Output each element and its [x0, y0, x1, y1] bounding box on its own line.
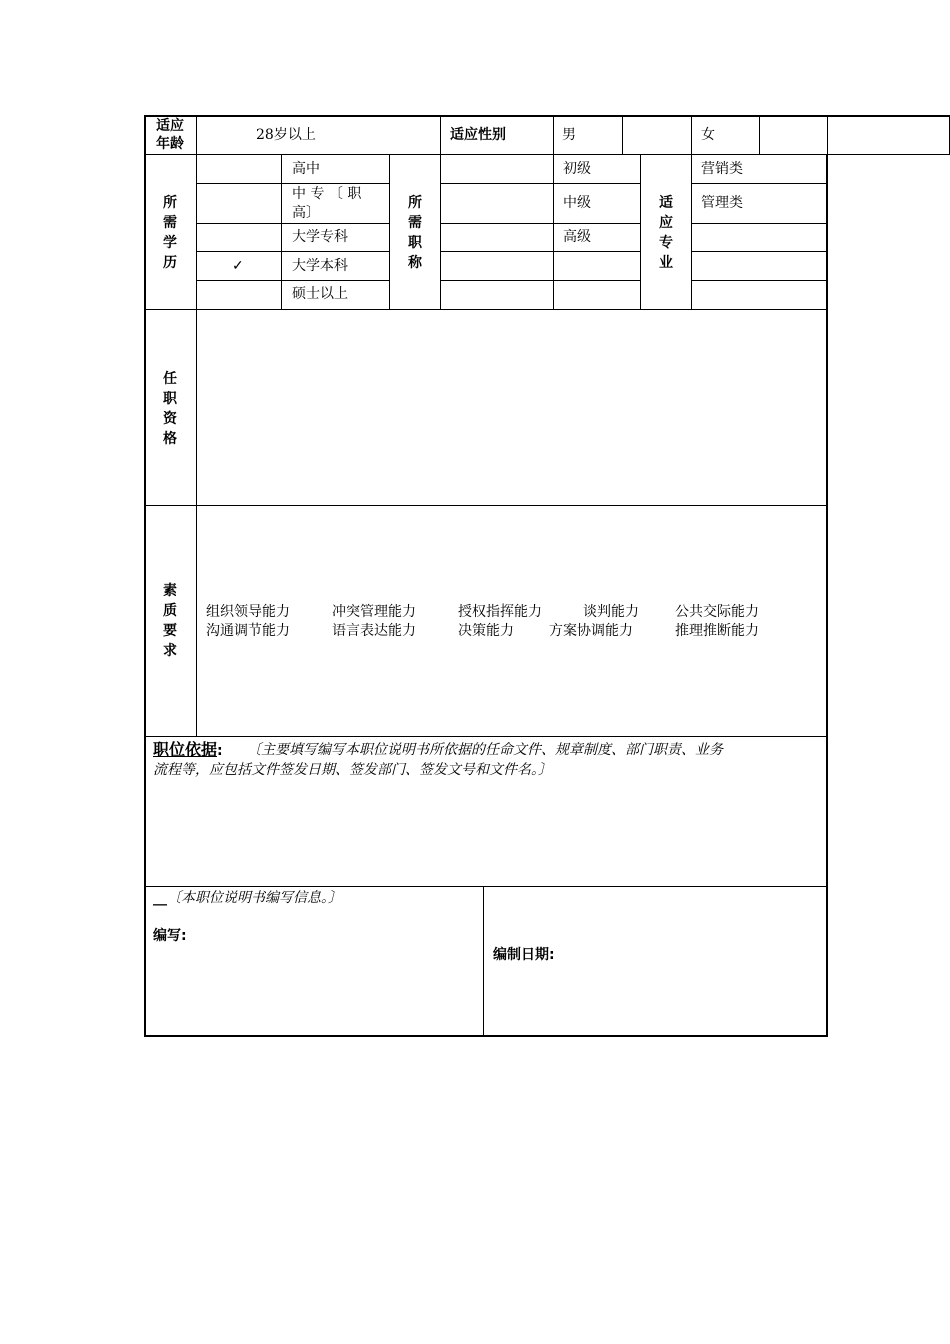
- ability-item: 决策能力: [458, 623, 514, 639]
- education-level: 大学本科: [292, 258, 348, 274]
- gender-male: 男: [562, 127, 576, 143]
- gender-label: 适应性别: [450, 127, 506, 143]
- rule: [440, 251, 640, 252]
- basis-note: 〔主要填写编写本职位说明书所依据的任命文件、规章制度、部门职责、业务: [247, 742, 723, 758]
- rule: [281, 154, 282, 309]
- rule: [553, 154, 554, 309]
- rule: [144, 505, 827, 506]
- ability-item: 方案协调能力: [549, 623, 633, 639]
- rule: [691, 154, 692, 309]
- rule: [483, 886, 484, 1036]
- rule: [144, 115, 146, 1037]
- title-label: 所 需 职 称: [408, 195, 422, 271]
- rule: [196, 223, 389, 224]
- ability-item: 语言表达能力: [332, 623, 416, 639]
- gender-female: 女: [701, 127, 715, 143]
- rule: [196, 280, 389, 281]
- footer-note: 〔本职位说明书编写信息。〕: [167, 890, 342, 906]
- ability-item: 组织领导能力: [206, 604, 290, 620]
- rule: [691, 115, 692, 155]
- footer-note-line: [153, 890, 342, 907]
- ability-item: 谈判能力: [583, 604, 639, 620]
- rule: [440, 115, 441, 155]
- rule: [691, 251, 827, 252]
- quality-label: 素 质 要 求: [163, 583, 177, 659]
- rule: [691, 223, 827, 224]
- rule: [440, 183, 640, 184]
- age-value: 28岁以上: [256, 127, 316, 143]
- title-level: 中级: [563, 195, 591, 211]
- ability-item: 冲突管理能力: [332, 604, 416, 620]
- title-level: 初级: [563, 161, 591, 177]
- ability-item: 沟通调节能力: [206, 623, 290, 639]
- qualification-label: 任 职 资 格: [163, 371, 177, 447]
- ability-item: 推理推断能力: [675, 623, 759, 639]
- rule: [640, 154, 641, 309]
- rule: [389, 154, 390, 309]
- ability-item: 公共交际能力: [675, 604, 759, 620]
- rule: [144, 154, 950, 155]
- age-label: 适应 年龄: [156, 118, 184, 152]
- rule: [440, 223, 640, 224]
- rule: [144, 736, 827, 737]
- education-level: 大学专科: [292, 229, 348, 245]
- major-item: 管理类: [701, 195, 743, 211]
- rule: [196, 251, 389, 252]
- rule: [440, 154, 441, 309]
- major-label: 适 应 专 业: [659, 195, 673, 271]
- rule: [144, 309, 827, 310]
- education-level: 高中: [292, 161, 320, 177]
- date-label: 编制日期:: [493, 947, 555, 963]
- rule: [622, 115, 623, 155]
- rule: [826, 154, 828, 1037]
- rule: [144, 115, 950, 117]
- rule: [553, 115, 554, 155]
- rule: [759, 115, 760, 155]
- rule: [144, 1035, 828, 1037]
- basis-note: 流程等，应包括文件签发日期、签发部门、签发文号和文件名。〕: [153, 762, 552, 778]
- education-label: 所 需 学 历: [163, 195, 177, 271]
- ability-item: 授权指挥能力: [458, 604, 542, 620]
- rule: [827, 115, 828, 155]
- title-level: 高级: [563, 229, 591, 245]
- writer-label: 编写:: [153, 928, 187, 944]
- education-level: 中 专 〔 职 高〕: [292, 186, 362, 221]
- footer-prefix: __: [153, 890, 167, 906]
- education-level: 硕士以上: [292, 286, 348, 302]
- basis-label: 职位依据: [153, 740, 218, 759]
- rule: [440, 280, 640, 281]
- education-mark: ✓: [232, 258, 244, 274]
- basis-colon: :: [217, 743, 223, 759]
- rule: [144, 886, 827, 887]
- basis-heading: [153, 741, 223, 760]
- rule: [196, 183, 389, 184]
- rule: [691, 280, 827, 281]
- rule: [196, 115, 197, 736]
- rule: [691, 183, 827, 184]
- major-item: 营销类: [701, 161, 743, 177]
